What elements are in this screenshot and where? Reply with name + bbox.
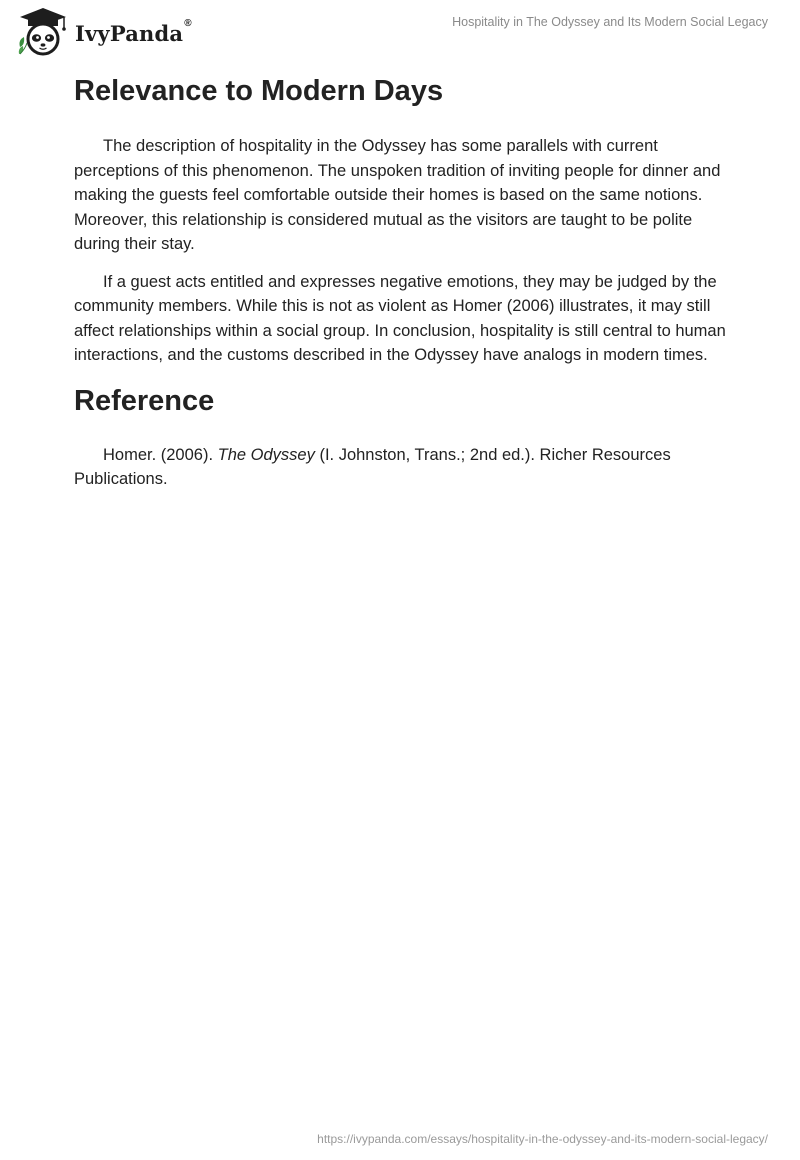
- section-heading-relevance: Relevance to Modern Days: [74, 75, 444, 107]
- section-heading-reference: Reference: [74, 384, 215, 417]
- registered-mark: ®: [184, 17, 192, 29]
- essay-content: [74, 68, 734, 492]
- source-url-link[interactable]: https://ivypanda.com/essays/hospitality-in-the-odyssey-and-its-modern-social-legacy/: [317, 1132, 768, 1146]
- logo-wordmark: IvyPanda: [75, 20, 184, 46]
- page-header: [0, 0, 800, 60]
- paragraph: The description of hospitality in the Odyssey has some parallels with current perceptions of this phenomenon. The unspoken tradition of inviting people for dinner and making the guests feel comfortable outside their homes is based on the same notions. Moreover, this relationship is considered mutual as the visitors are taught to be polite during their stay.: [74, 137, 721, 253]
- reference-author-year: Homer. (2006).: [103, 445, 218, 464]
- reference-entry: [74, 443, 734, 492]
- document-title: Hospitality in The Odyssey and Its Modern Social Legacy: [452, 15, 768, 29]
- reference-title: The Odyssey: [217, 445, 315, 464]
- reference-details: (I. Johnston, Trans.; 2nd ed.). Richer Resources Publications.: [74, 445, 671, 488]
- panda-graduate-logo-icon: [14, 6, 72, 58]
- paragraph: If a guest acts entitled and expresses negative emotions, they may be judged by the community members. While this is not as violent as Homer (2006) illustrates, it may still affect relationships within a social group. In conclusion, hospitality is still central to human interactions, and the customs described in the Odyssey have analogs in modern times.: [74, 272, 726, 364]
- ivypanda-logo[interactable]: [14, 6, 192, 58]
